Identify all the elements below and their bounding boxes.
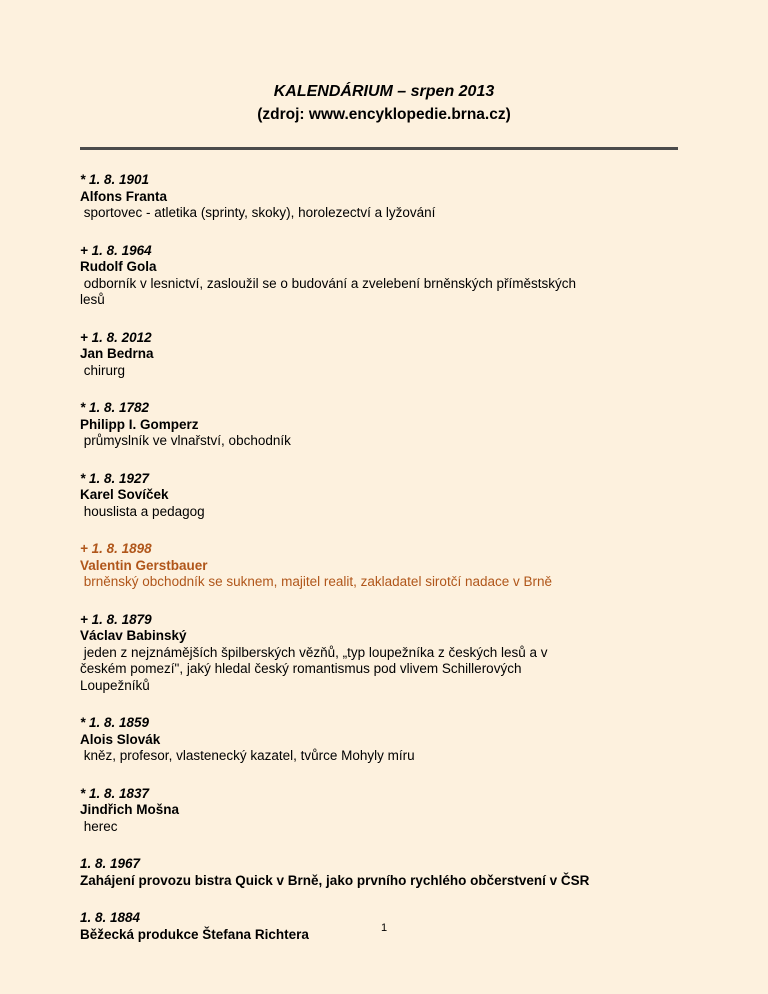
entry-description: odborník v lesnictví, zasloužil se o budování a zvelebení brněnských příměstských lesů [80,275,577,307]
calendar-entry-highlighted [80,541,680,591]
calendar-entries [80,172,680,964]
entry-description: jeden z nejznámějších špilberských vězňů, „typ loupežníka z českých lesů a v českém pomezí", jaký hledal český romantismus pod vlivem Schillerových Loupežníků [80,644,548,693]
entry-date: * 1. 8. 1901 [80,172,150,187]
entry-name: Běžecká produkce Štefana Richtera [80,926,309,942]
calendar-entry [80,243,680,309]
page-number: 1 [380,922,388,934]
entry-name: Alfons Franta [80,188,168,204]
calendar-entry [80,330,680,380]
entry-date: * 1. 8. 1859 [80,715,150,730]
entry-description: houslista a pedagog [80,503,205,519]
calendar-entry [80,400,680,450]
source-subtitle: (zdroj: www.encyklopedie.brna.cz) [257,106,511,123]
calendar-entry [80,786,680,836]
calendar-entry [80,471,680,521]
entry-name: Valentin Gerstbauer [80,557,208,573]
calendar-entry [80,612,680,695]
entry-description: chirurg [80,362,126,378]
entry-date: + 1. 8. 2012 [80,329,152,345]
entry-name: Jindřich Mošna [80,802,180,817]
calendar-entry [80,856,680,889]
entry-description: sportovec - atletika (sprinty, skoky), horolezectví a lyžování [80,205,436,220]
entry-name: Philipp I. Gomperz [80,416,199,432]
entry-date: * 1. 8. 1782 [80,400,150,415]
header-divider [80,147,678,150]
entry-date: + 1. 8. 1898 [80,541,152,556]
entry-description: kněz, profesor, vlastenecký kazatel, tvůrce Mohyly míru [80,748,415,763]
entry-description: brněnský obchodník se suknem, majitel realit, zakladatel sirotčí nadace v Brně [80,574,553,589]
entry-date: * 1. 8. 1837 [80,785,150,801]
entry-date: + 1. 8. 1879 [80,611,152,627]
page-title: KALENDÁRIUM – srpen 2013 [273,83,495,100]
entry-name: Rudolf Gola [80,259,157,274]
entry-date: 1. 8. 1967 [80,856,141,871]
calendar-entry [80,715,680,765]
entry-name: Václav Babinský [80,628,187,643]
entry-date: + 1. 8. 1964 [80,242,152,258]
entry-name: Alois Slovák [80,731,161,747]
calendar-entry [80,172,680,222]
entry-name: Jan Bedrna [80,346,154,361]
entry-date: 1. 8. 1884 [80,910,141,925]
entry-name: Karel Sovíček [80,487,169,502]
entry-name: Zahájení provozu bistra Quick v Brně, jako prvního rychlého občerstvení v ČSR [80,872,590,888]
entry-date: * 1. 8. 1927 [80,470,150,486]
entry-description: herec [80,818,118,834]
entry-description: průmyslník ve vlnařství, obchodník [80,433,291,448]
